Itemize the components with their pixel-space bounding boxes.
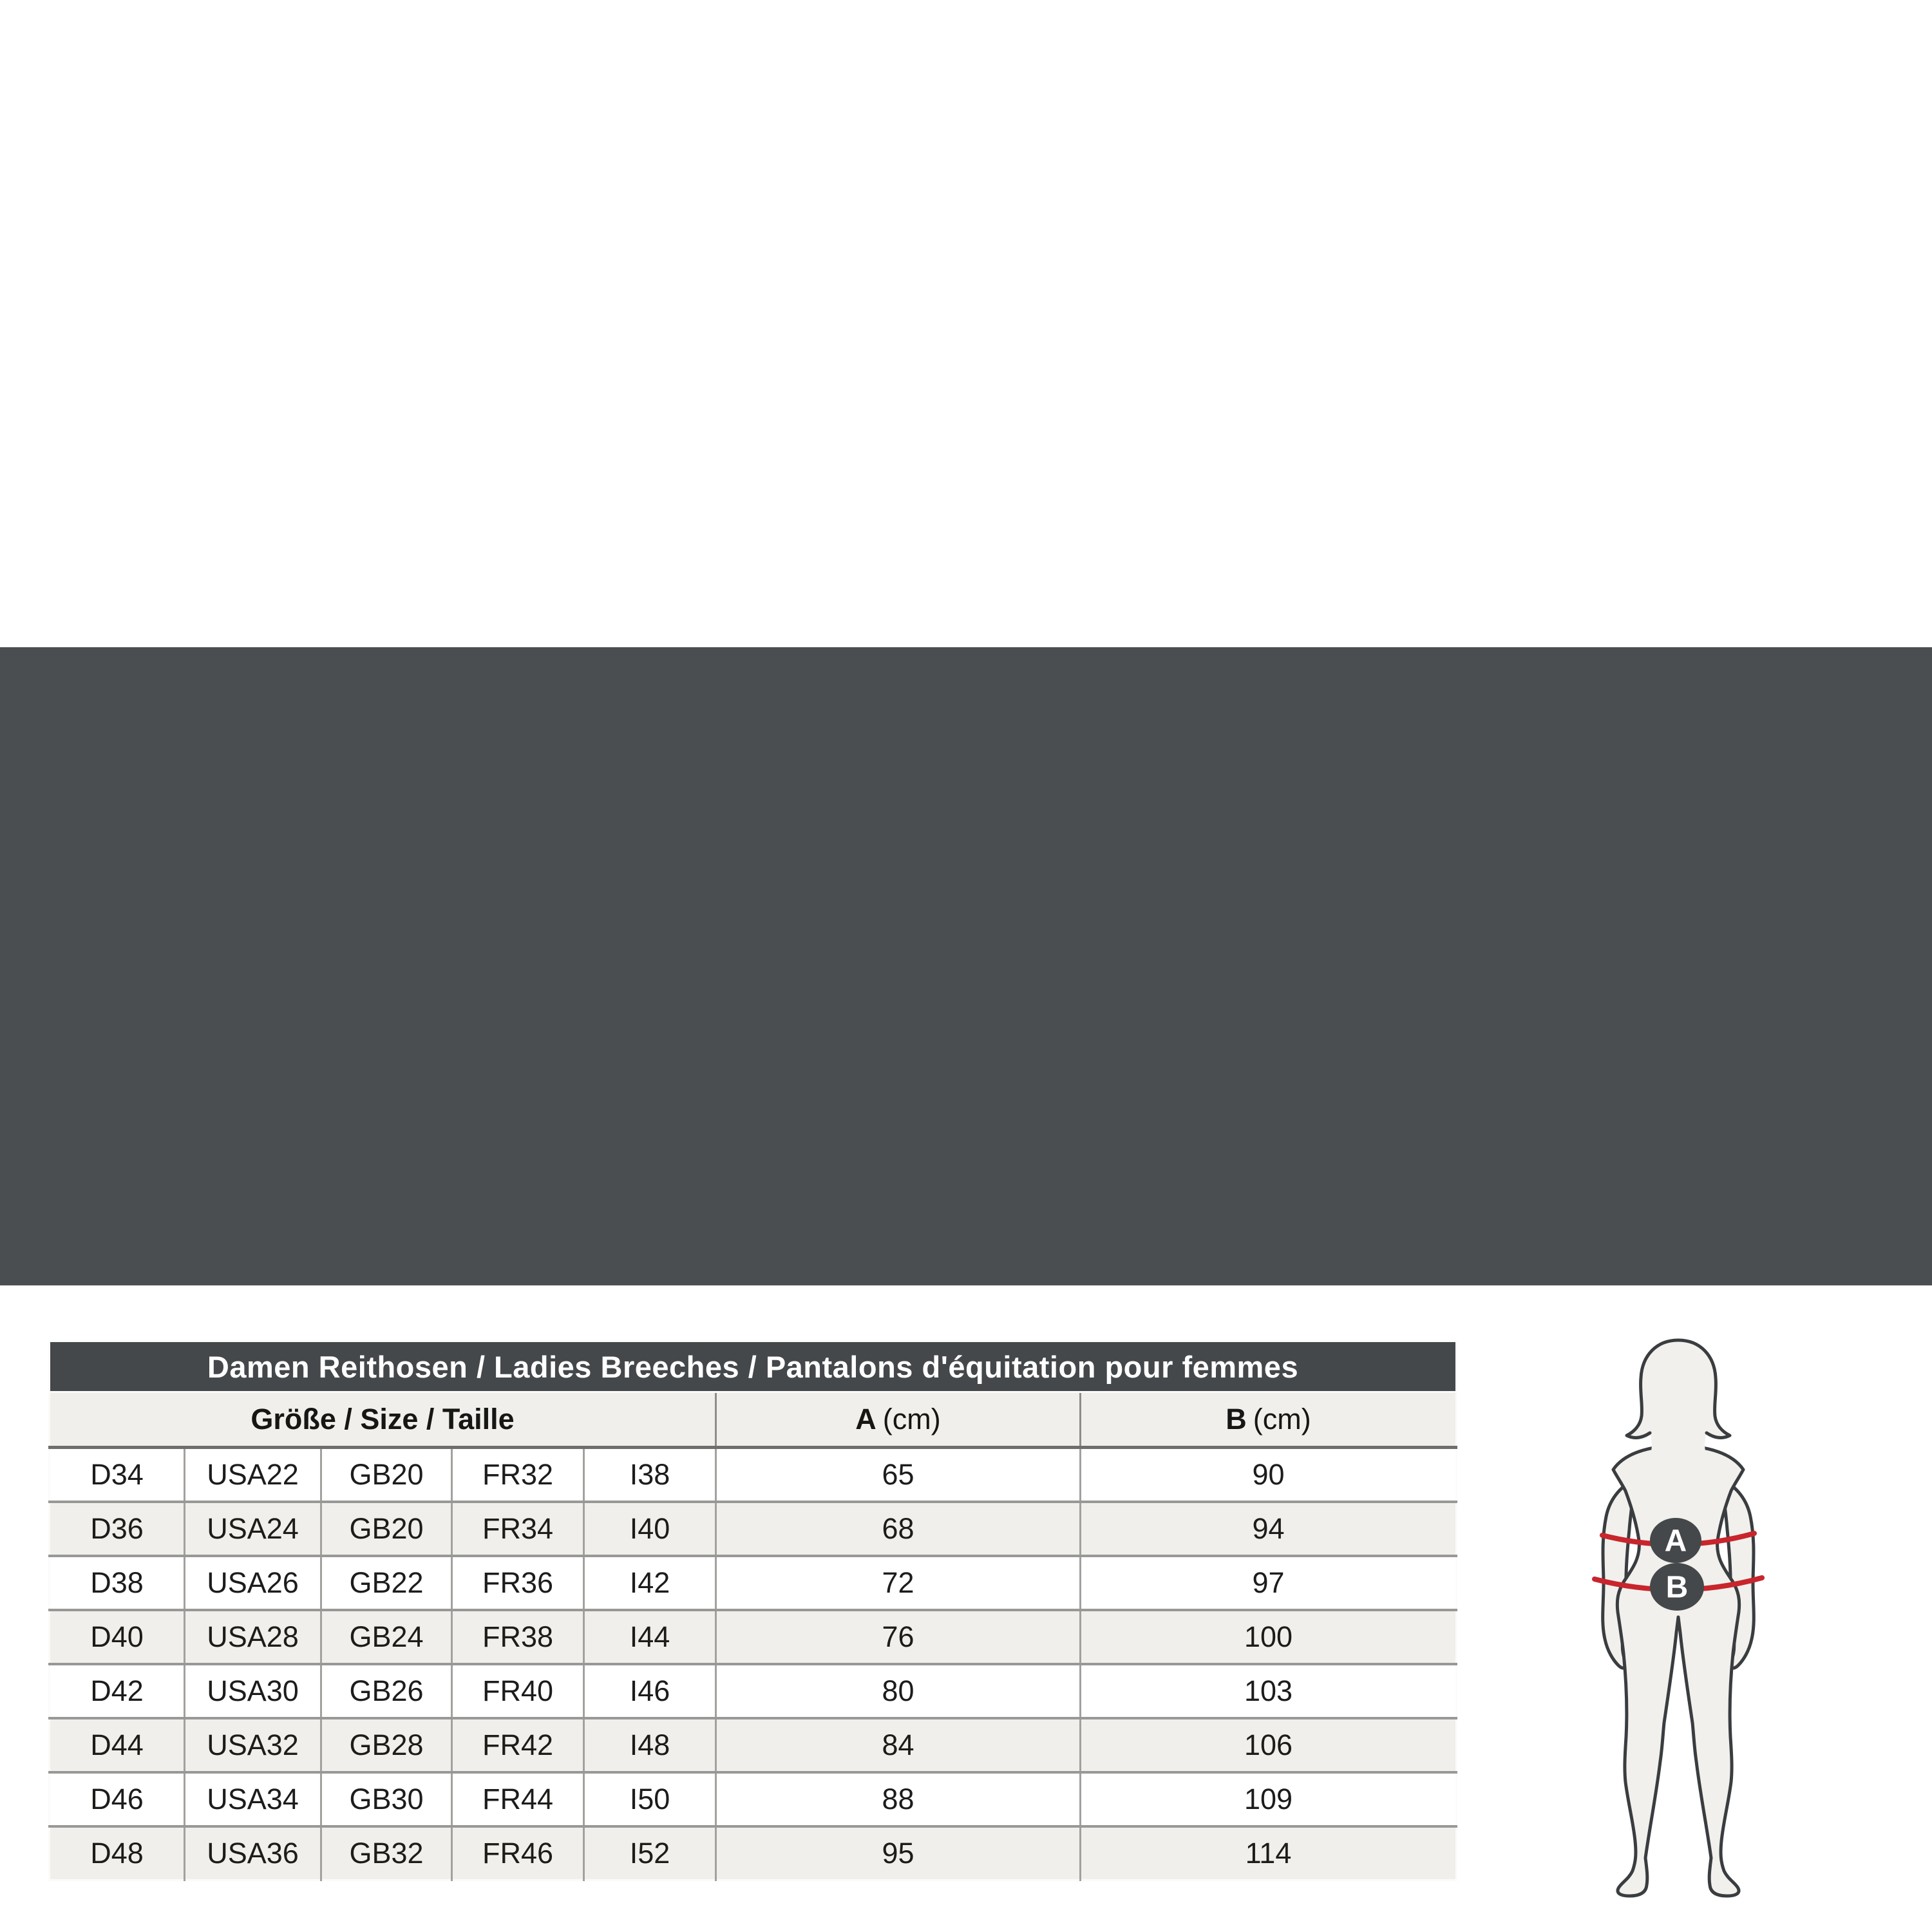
size-cell-i: I50 [584,1772,716,1826]
measure-b-cell: 100 [1081,1610,1457,1664]
column-b-unit: (cm) [1253,1403,1311,1435]
size-cell-usa: USA30 [185,1664,321,1718]
table-row [50,1772,1457,1826]
size-cell-d: D48 [50,1826,185,1880]
badge-b-label: B [1665,1570,1689,1605]
size-cell-gb: GB24 [321,1610,452,1664]
size-cell-d: D38 [50,1556,185,1610]
dark-band [0,647,1932,1870]
size-group-header: Größe / Size / Taille [50,1392,716,1448]
column-a-unit: (cm) [882,1403,941,1435]
table-row [50,1664,1457,1718]
table-row [50,1718,1457,1772]
table-row [50,1502,1457,1556]
size-cell-usa: USA36 [185,1826,321,1880]
table-row [50,1826,1457,1880]
size-cell-usa: USA22 [185,1448,321,1502]
measure-a-cell: 84 [716,1718,1081,1772]
measure-a-cell: 65 [716,1448,1081,1502]
size-table-body [50,1448,1457,1880]
measure-b-cell: 114 [1081,1826,1457,1880]
size-chart-table [48,1340,1457,1881]
table-row [50,1448,1457,1502]
size-cell-usa: USA24 [185,1502,321,1556]
size-cell-fr: FR38 [452,1610,584,1664]
size-cell-i: I52 [584,1826,716,1880]
size-cell-i: I48 [584,1718,716,1772]
table-title: Damen Reithosen / Ladies Breeches / Pantalons d'équitation pour femmes [50,1341,1457,1392]
size-cell-fr: FR42 [452,1718,584,1772]
size-cell-fr: FR36 [452,1556,584,1610]
measure-a-cell: 68 [716,1502,1081,1556]
size-cell-fr: FR46 [452,1826,584,1880]
size-cell-i: I40 [584,1502,716,1556]
measure-b-cell: 106 [1081,1718,1457,1772]
measure-b-cell: 97 [1081,1556,1457,1610]
size-cell-i: I46 [584,1664,716,1718]
measure-b-cell: 103 [1081,1664,1457,1718]
size-cell-fr: FR40 [452,1664,584,1718]
size-cell-gb: GB26 [321,1664,452,1718]
table-row [50,1610,1457,1664]
column-b-header [1081,1392,1457,1448]
size-cell-usa: USA34 [185,1772,321,1826]
size-cell-d: D36 [50,1502,185,1556]
size-cell-gb: GB32 [321,1826,452,1880]
size-cell-d: D46 [50,1772,185,1826]
size-cell-i: I44 [584,1610,716,1664]
size-cell-d: D40 [50,1610,185,1664]
body-silhouette [1613,1446,1743,1896]
size-cell-d: D42 [50,1664,185,1718]
size-cell-usa: USA32 [185,1718,321,1772]
size-cell-i: I38 [584,1448,716,1502]
size-cell-d: D34 [50,1448,185,1502]
table-header-row [50,1392,1457,1448]
column-a-header [716,1392,1081,1448]
size-cell-gb: GB28 [321,1718,452,1772]
size-cell-usa: USA28 [185,1610,321,1664]
measure-a-cell: 72 [716,1556,1081,1610]
size-cell-fr: FR34 [452,1502,584,1556]
female-silhouette-graphic [1546,1338,1816,1917]
measure-b-cell: 94 [1081,1502,1457,1556]
measure-a-cell: 76 [716,1610,1081,1664]
size-cell-fr: FR32 [452,1448,584,1502]
size-cell-usa: USA26 [185,1556,321,1610]
measure-b-cell: 90 [1081,1448,1457,1502]
table-row [50,1556,1457,1610]
measure-a-cell: 95 [716,1826,1081,1880]
measure-b-cell: 109 [1081,1772,1457,1826]
size-cell-gb: GB22 [321,1556,452,1610]
size-cell-gb: GB20 [321,1502,452,1556]
measure-a-cell: 88 [716,1772,1081,1826]
measure-a-cell: 80 [716,1664,1081,1718]
size-cell-gb: GB20 [321,1448,452,1502]
column-b-label: B [1226,1403,1247,1435]
table-title-row [50,1341,1457,1392]
size-cell-gb: GB30 [321,1772,452,1826]
badge-a-label: A [1664,1524,1687,1558]
size-cell-fr: FR44 [452,1772,584,1826]
column-a-label: A [855,1403,876,1435]
size-cell-i: I42 [584,1556,716,1610]
size-cell-d: D44 [50,1718,185,1772]
measurement-figure [1546,1338,1816,1917]
